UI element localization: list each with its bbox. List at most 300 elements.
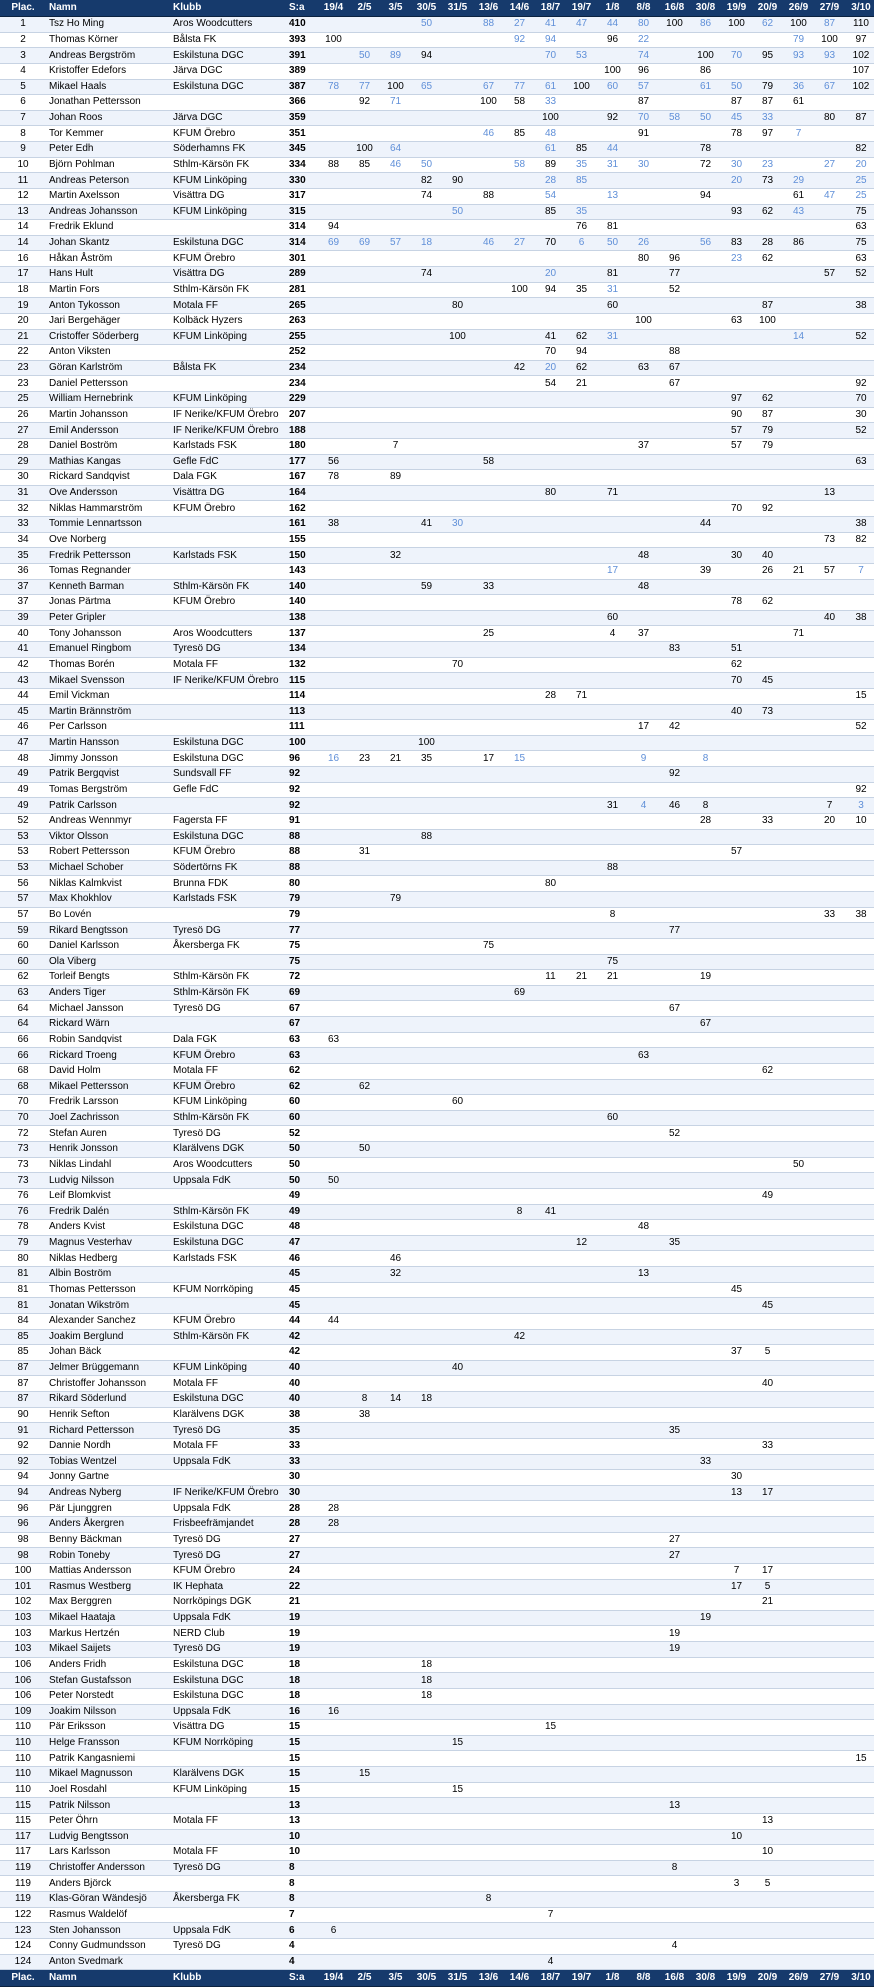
score-cell: 73 (752, 173, 783, 189)
score-cell (380, 1001, 411, 1017)
score-cell (752, 63, 783, 79)
score-cell (380, 1501, 411, 1517)
score-cell: 67 (814, 79, 845, 95)
score-cell: 65 (411, 79, 442, 95)
score-cell (814, 1501, 845, 1517)
score-cell (473, 1001, 504, 1017)
score-cell (814, 1563, 845, 1579)
name-cell: Benny Bäckman (46, 1532, 170, 1548)
score-cell (659, 1954, 690, 1970)
score-cell (566, 1720, 597, 1736)
score-cell (349, 1657, 380, 1673)
score-cell: 67 (659, 360, 690, 376)
score-cell (411, 1735, 442, 1751)
score-cell (380, 126, 411, 142)
score-cell (721, 1142, 752, 1158)
score-cell (752, 688, 783, 704)
score-cell (380, 1563, 411, 1579)
score-cell (597, 1767, 628, 1783)
score-cell (845, 1095, 874, 1111)
score-cell (690, 1923, 721, 1939)
score-cell (752, 345, 783, 361)
score-cell (752, 1626, 783, 1642)
score-cell (783, 313, 814, 329)
table-row (0, 63, 874, 79)
score-cell (504, 329, 535, 345)
score-cell (349, 704, 380, 720)
score-cell (380, 110, 411, 126)
score-cell (783, 1079, 814, 1095)
club-cell: Gefle FdC (170, 782, 286, 798)
score-cell (318, 1798, 349, 1814)
sum-cell: 10 (286, 1845, 318, 1861)
score-cell: 87 (628, 95, 659, 111)
club-cell: Södertörns FK (170, 860, 286, 876)
score-cell: 21 (783, 563, 814, 579)
club-cell: IF Nerike/KFUM Örebro (170, 423, 286, 439)
score-cell (411, 1017, 442, 1033)
score-cell (566, 1017, 597, 1033)
sum-cell: 18 (286, 1673, 318, 1689)
score-cell (535, 1173, 566, 1189)
score-cell (318, 188, 349, 204)
score-cell (845, 1220, 874, 1236)
score-cell: 16 (318, 1704, 349, 1720)
name-cell: Martin Fors (46, 282, 170, 298)
score-cell (411, 1595, 442, 1611)
score-cell (504, 1548, 535, 1564)
score-cell (659, 454, 690, 470)
score-cell (814, 1704, 845, 1720)
club-cell: IF Nerike/KFUM Örebro (170, 1485, 286, 1501)
score-cell (473, 1548, 504, 1564)
score-cell (411, 1110, 442, 1126)
score-cell (814, 657, 845, 673)
sum-cell: 30 (286, 1470, 318, 1486)
club-cell: Aros Woodcutters (170, 626, 286, 642)
score-cell: 30 (628, 157, 659, 173)
sum-cell: 52 (286, 1126, 318, 1142)
table-row (0, 1704, 874, 1720)
score-cell (380, 688, 411, 704)
score-cell: 73 (752, 704, 783, 720)
table-row (0, 595, 874, 611)
place-cell: 90 (0, 1407, 46, 1423)
score-cell (783, 142, 814, 158)
score-cell (659, 1673, 690, 1689)
score-cell (721, 1438, 752, 1454)
score-cell (690, 1235, 721, 1251)
score-cell (473, 720, 504, 736)
name-cell: Robin Toneby (46, 1548, 170, 1564)
score-cell (442, 1001, 473, 1017)
score-cell (318, 985, 349, 1001)
score-cell (845, 1954, 874, 1970)
name-cell: Daniel Boström (46, 438, 170, 454)
name-cell: Martin Hansson (46, 735, 170, 751)
sum-cell: 334 (286, 157, 318, 173)
score-cell (814, 1454, 845, 1470)
score-cell (814, 1048, 845, 1064)
score-cell (814, 1720, 845, 1736)
sum-cell: 359 (286, 110, 318, 126)
score-cell (535, 1767, 566, 1783)
score-cell: 27 (659, 1532, 690, 1548)
score-cell (566, 1767, 597, 1783)
score-cell (442, 1923, 473, 1939)
score-cell (473, 1095, 504, 1111)
score-cell (535, 1829, 566, 1845)
name-cell: Rickard Wärn (46, 1017, 170, 1033)
score-cell (349, 470, 380, 486)
score-cell (597, 1298, 628, 1314)
place-cell: 96 (0, 1517, 46, 1533)
club-cell (170, 1798, 286, 1814)
score-cell (473, 470, 504, 486)
club-cell: Aros Woodcutters (170, 17, 286, 33)
table-row (0, 1626, 874, 1642)
name-cell: Martin Brännström (46, 704, 170, 720)
score-cell (845, 767, 874, 783)
score-cell (814, 1188, 845, 1204)
score-cell: 58 (504, 95, 535, 111)
score-cell (566, 470, 597, 486)
score-cell (504, 1126, 535, 1142)
score-cell: 50 (349, 1142, 380, 1158)
score-cell (814, 704, 845, 720)
name-cell: Anton Tykosson (46, 298, 170, 314)
table-row (0, 642, 874, 658)
name-cell: Patrik Bergqvist (46, 767, 170, 783)
place-cell: 16 (0, 251, 46, 267)
score-cell (721, 1235, 752, 1251)
score-cell (845, 673, 874, 689)
score-cell (659, 392, 690, 408)
score-cell (535, 1532, 566, 1548)
score-cell (659, 860, 690, 876)
score-cell (349, 1501, 380, 1517)
score-cell (442, 1454, 473, 1470)
score-cell (473, 1220, 504, 1236)
place-cell: 5 (0, 79, 46, 95)
score-cell (349, 610, 380, 626)
score-cell (659, 1157, 690, 1173)
score-cell (690, 735, 721, 751)
score-cell (318, 1767, 349, 1783)
score-cell (349, 63, 380, 79)
sum-cell: 19 (286, 1610, 318, 1626)
sum-cell: 69 (286, 985, 318, 1001)
name-cell: Fredrik Pettersson (46, 548, 170, 564)
score-cell (535, 626, 566, 642)
score-cell: 50 (783, 1157, 814, 1173)
score-cell: 31 (597, 798, 628, 814)
score-cell (504, 1798, 535, 1814)
sum-cell: 314 (286, 220, 318, 236)
score-cell (690, 1110, 721, 1126)
score-cell: 58 (473, 454, 504, 470)
score-cell (721, 626, 752, 642)
score-cell (659, 1829, 690, 1845)
score-cell (504, 1626, 535, 1642)
name-cell: Mikael Pettersson (46, 1079, 170, 1095)
score-cell (628, 938, 659, 954)
name-cell: Fredrik Eklund (46, 220, 170, 236)
score-cell: 15 (535, 1720, 566, 1736)
score-cell: 27 (504, 17, 535, 33)
header-event-14: 20/9 (752, 0, 783, 17)
score-cell (318, 626, 349, 642)
score-cell (721, 1595, 752, 1611)
place-cell: 119 (0, 1876, 46, 1892)
score-cell (814, 1923, 845, 1939)
score-cell (628, 1626, 659, 1642)
club-cell (170, 1017, 286, 1033)
score-cell (628, 1485, 659, 1501)
score-cell: 30 (721, 548, 752, 564)
score-cell: 60 (597, 610, 628, 626)
score-cell: 38 (318, 517, 349, 533)
score-cell: 82 (845, 142, 874, 158)
place-cell: 103 (0, 1626, 46, 1642)
score-cell (411, 1423, 442, 1439)
score-cell (783, 1673, 814, 1689)
score-cell (411, 1563, 442, 1579)
score-cell: 53 (566, 48, 597, 64)
table-row (0, 1251, 874, 1267)
header-event-0: 19/4 (318, 0, 349, 17)
score-cell (597, 1220, 628, 1236)
score-cell (566, 1470, 597, 1486)
score-cell (473, 1251, 504, 1267)
footer-event-8: 19/7 (566, 1970, 597, 1987)
sum-cell: 366 (286, 95, 318, 111)
club-cell: KFUM Linköping (170, 204, 286, 220)
place-cell: 70 (0, 1110, 46, 1126)
club-cell: Motala FF (170, 298, 286, 314)
score-cell (783, 1110, 814, 1126)
club-cell: Eskilstuna DGC (170, 751, 286, 767)
score-cell (473, 1782, 504, 1798)
score-cell (566, 1704, 597, 1720)
score-cell (752, 1610, 783, 1626)
score-cell: 38 (845, 907, 874, 923)
table-row (0, 1267, 874, 1283)
score-cell (380, 1345, 411, 1361)
score-cell: 100 (473, 95, 504, 111)
score-cell: 23 (349, 751, 380, 767)
score-cell (535, 610, 566, 626)
score-cell (380, 1782, 411, 1798)
sum-cell: 161 (286, 517, 318, 533)
score-cell (318, 267, 349, 283)
score-cell (380, 267, 411, 283)
score-cell (814, 1360, 845, 1376)
score-cell: 100 (721, 17, 752, 33)
score-cell: 62 (721, 657, 752, 673)
sum-cell: 67 (286, 1001, 318, 1017)
score-cell (721, 829, 752, 845)
score-cell (349, 970, 380, 986)
score-cell (504, 1220, 535, 1236)
score-cell (845, 1782, 874, 1798)
score-cell (814, 751, 845, 767)
score-cell: 100 (752, 313, 783, 329)
score-cell (721, 1845, 752, 1861)
score-cell (318, 501, 349, 517)
score-cell (442, 1110, 473, 1126)
score-cell (442, 142, 473, 158)
score-cell (721, 485, 752, 501)
score-cell (628, 1579, 659, 1595)
score-cell (814, 1110, 845, 1126)
table-row (0, 110, 874, 126)
name-cell: Rikard Bengtsson (46, 923, 170, 939)
score-cell: 5 (752, 1876, 783, 1892)
score-cell (411, 1579, 442, 1595)
score-cell (783, 1579, 814, 1595)
score-cell (318, 1626, 349, 1642)
score-cell: 95 (752, 48, 783, 64)
score-cell: 77 (659, 267, 690, 283)
score-cell (504, 376, 535, 392)
score-cell (597, 126, 628, 142)
place-cell: 91 (0, 1423, 46, 1439)
score-cell (721, 1501, 752, 1517)
score-cell (628, 298, 659, 314)
table-row (0, 1751, 874, 1767)
score-cell (845, 1313, 874, 1329)
club-cell: KFUM Linköping (170, 329, 286, 345)
score-cell (845, 438, 874, 454)
score-cell (752, 938, 783, 954)
score-cell: 7 (380, 438, 411, 454)
score-cell (628, 1548, 659, 1564)
score-cell (504, 626, 535, 642)
score-cell (628, 1642, 659, 1658)
score-cell (442, 1517, 473, 1533)
score-cell: 45 (752, 1298, 783, 1314)
score-cell (566, 1298, 597, 1314)
score-cell: 82 (845, 532, 874, 548)
score-cell (597, 1626, 628, 1642)
table-row (0, 438, 874, 454)
score-cell: 31 (597, 157, 628, 173)
score-cell (566, 720, 597, 736)
score-cell (659, 438, 690, 454)
table-row (0, 1767, 874, 1783)
place-cell: 87 (0, 1376, 46, 1392)
score-cell (597, 1001, 628, 1017)
score-cell (566, 1626, 597, 1642)
score-cell: 92 (845, 782, 874, 798)
score-cell (845, 985, 874, 1001)
club-cell (170, 1267, 286, 1283)
club-cell: Klarälvens DGK (170, 1407, 286, 1423)
score-cell (721, 470, 752, 486)
score-cell (411, 1157, 442, 1173)
score-cell (783, 1173, 814, 1189)
score-cell (597, 595, 628, 611)
score-cell (504, 1235, 535, 1251)
score-cell (473, 345, 504, 361)
score-cell (380, 938, 411, 954)
score-cell (628, 657, 659, 673)
score-cell (411, 626, 442, 642)
score-cell: 10 (845, 813, 874, 829)
score-cell (690, 1282, 721, 1298)
score-cell (504, 767, 535, 783)
score-cell (721, 1001, 752, 1017)
score-cell (597, 829, 628, 845)
score-cell (442, 548, 473, 564)
score-cell: 63 (628, 1048, 659, 1064)
score-cell (442, 470, 473, 486)
score-cell (566, 267, 597, 283)
score-cell (535, 1688, 566, 1704)
score-cell (349, 1063, 380, 1079)
table-row (0, 32, 874, 48)
score-cell (349, 860, 380, 876)
name-cell: Tobias Wentzel (46, 1454, 170, 1470)
score-cell (783, 1220, 814, 1236)
score-cell (783, 438, 814, 454)
score-cell (535, 1235, 566, 1251)
score-cell (380, 1798, 411, 1814)
score-cell (845, 829, 874, 845)
score-cell: 10 (752, 1845, 783, 1861)
score-cell (504, 48, 535, 64)
score-cell (721, 1907, 752, 1923)
sum-cell: 19 (286, 1626, 318, 1642)
score-cell (411, 220, 442, 236)
name-cell: Jonny Gartne (46, 1470, 170, 1486)
score-cell (845, 1470, 874, 1486)
score-cell (628, 1517, 659, 1533)
score-cell (349, 1360, 380, 1376)
score-cell: 18 (411, 1673, 442, 1689)
score-cell (504, 954, 535, 970)
score-cell (721, 970, 752, 986)
score-cell: 8 (504, 1204, 535, 1220)
score-cell (721, 688, 752, 704)
score-cell (566, 407, 597, 423)
table-row (0, 1313, 874, 1329)
place-cell: 12 (0, 188, 46, 204)
sum-cell: 13 (286, 1798, 318, 1814)
score-cell: 80 (628, 17, 659, 33)
score-cell (504, 188, 535, 204)
score-cell: 94 (411, 48, 442, 64)
score-cell (783, 1126, 814, 1142)
score-cell: 100 (597, 63, 628, 79)
table-row (0, 563, 874, 579)
score-cell (628, 642, 659, 658)
score-cell: 58 (504, 157, 535, 173)
score-cell (845, 1563, 874, 1579)
score-cell (535, 860, 566, 876)
score-cell (659, 1032, 690, 1048)
place-cell: 94 (0, 1470, 46, 1486)
sum-cell: 10 (286, 1829, 318, 1845)
score-cell (473, 907, 504, 923)
score-cell (690, 626, 721, 642)
score-cell (504, 704, 535, 720)
score-cell (442, 282, 473, 298)
score-cell (783, 845, 814, 861)
score-cell: 31 (597, 329, 628, 345)
club-cell: KFUM Örebro (170, 1313, 286, 1329)
